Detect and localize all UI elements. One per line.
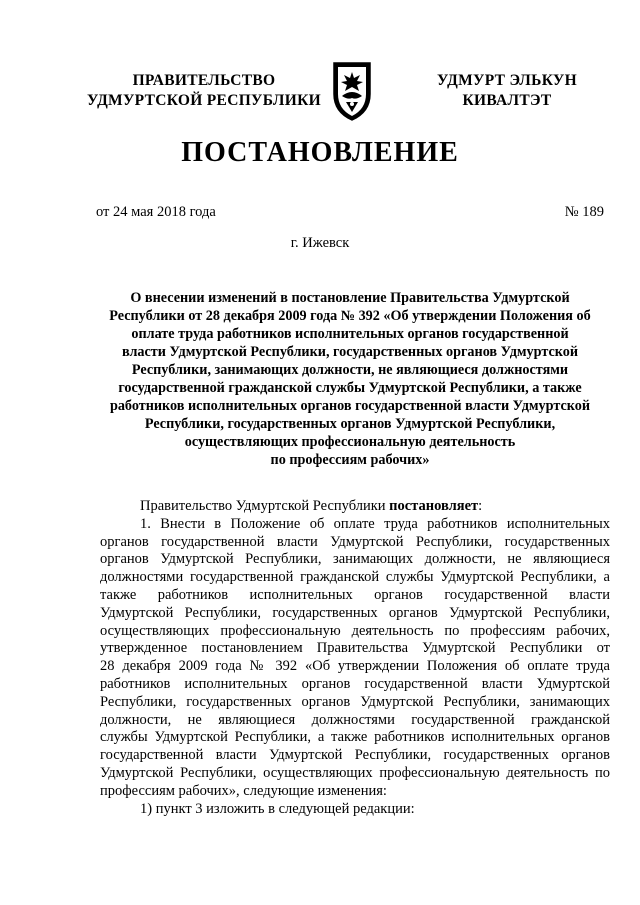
subject-line: власти Удмуртской Республики, государственных органов Удмуртской: [121, 344, 579, 360]
coat-of-arms-icon: [330, 60, 374, 122]
paragraph-1-line: органов Удмуртской Республики, занимающих должности, не являющиеся: [100, 551, 610, 568]
subject-line: О внесении изменений в постановление Правительства Удмуртской: [130, 290, 570, 306]
intro-paragraph: [100, 498, 610, 516]
header-left-line-2: УДМУРТСКОЙ РЕСПУБЛИКИ: [86, 92, 321, 109]
header-left-line-1: ПРАВИТЕЛЬСТВО: [132, 72, 276, 89]
item-1: 1) пункт 3 изложить в следующей редакции:: [140, 800, 415, 817]
header-right-line-2: КИВАЛТЭТ: [462, 92, 552, 109]
document-title: ПОСТАНОВЛЕНИЕ: [181, 137, 459, 168]
document-body: [100, 498, 610, 818]
subject-line: работников исполнительных органов государственной власти Удмуртской: [109, 398, 591, 414]
paragraph-1-line: государственной власти Удмуртской Республики, государственных органов: [100, 747, 610, 764]
paragraph-1-line: утвержденное постановлением Правительства Удмуртской Республики от: [100, 640, 610, 657]
paragraph-1-line: 1. Внести в Положение об оплате труда работников исполнительных: [140, 515, 610, 532]
paragraph-1-line: Республики, государственных органов Удмуртской Республики, занимающих: [100, 693, 610, 710]
intro-prefix: Правительство Удмуртской Республики: [140, 498, 390, 514]
intro-suffix: :: [478, 498, 483, 514]
paragraph-1-line: профессиям рабочих», следующие изменения:: [100, 782, 387, 799]
paragraph-1-line: Удмуртской Республики, осуществляющих профессиональную деятельность по: [100, 764, 610, 781]
document-date: от 24 мая 2018 года: [96, 204, 216, 220]
paragraph-1-line: работников исполнительных органов государственной власти Удмуртской: [100, 675, 610, 692]
paragraph-1-line: органов государственной власти Удмуртской Республики, государственных: [100, 533, 610, 550]
subject-line: Республики от 28 декабря 2009 года № 392 «Об утверждении Положения об: [109, 308, 591, 324]
paragraph-1-line: Удмуртской Республики, государственных органов Удмуртской Республики,: [100, 604, 610, 621]
paragraph-1-line: службы Удмуртской Республики, а также работников исполнительных органов: [100, 729, 610, 746]
subject-line: осуществляющих профессиональную деятельность: [184, 434, 516, 450]
paragraph-1-line: осуществляющих профессиональную деятельность по профессиям рабочих,: [100, 622, 610, 639]
paragraph-1-line: также работников исполнительных органов государственной власти: [100, 586, 610, 603]
document-city: г. Ижевск: [290, 235, 350, 251]
subject-line: по профессиям рабочих»: [270, 452, 430, 468]
document-number: № 189: [564, 204, 604, 220]
subject-line: Республики, государственных органов Удмуртской Республики,: [144, 416, 556, 432]
paragraph-1-line: 28 декабря 2009 года № 392 «Об утверждении Положения об оплате труда: [100, 658, 610, 675]
header-right-line-1: УДМУРТ ЭЛЬКУН: [437, 72, 577, 89]
document-subject: [100, 289, 600, 469]
paragraph-1-line: должностями государственной гражданской службы Удмуртской Республики, а: [100, 569, 610, 586]
government-name-udmurt: [432, 71, 582, 111]
paragraph-1-line: должности, не являющиеся должностями государственной гражданской: [100, 711, 610, 728]
subject-line: оплате труда работников исполнительных органов государственной: [131, 326, 569, 342]
subject-line: государственной гражданской службы Удмуртской Республики, а также: [118, 380, 582, 396]
subject-line: Республики, занимающих должности, не являющиеся должностями: [131, 362, 569, 378]
intro-keyword: постановляет: [389, 498, 479, 514]
government-name-russian: [84, 71, 324, 111]
